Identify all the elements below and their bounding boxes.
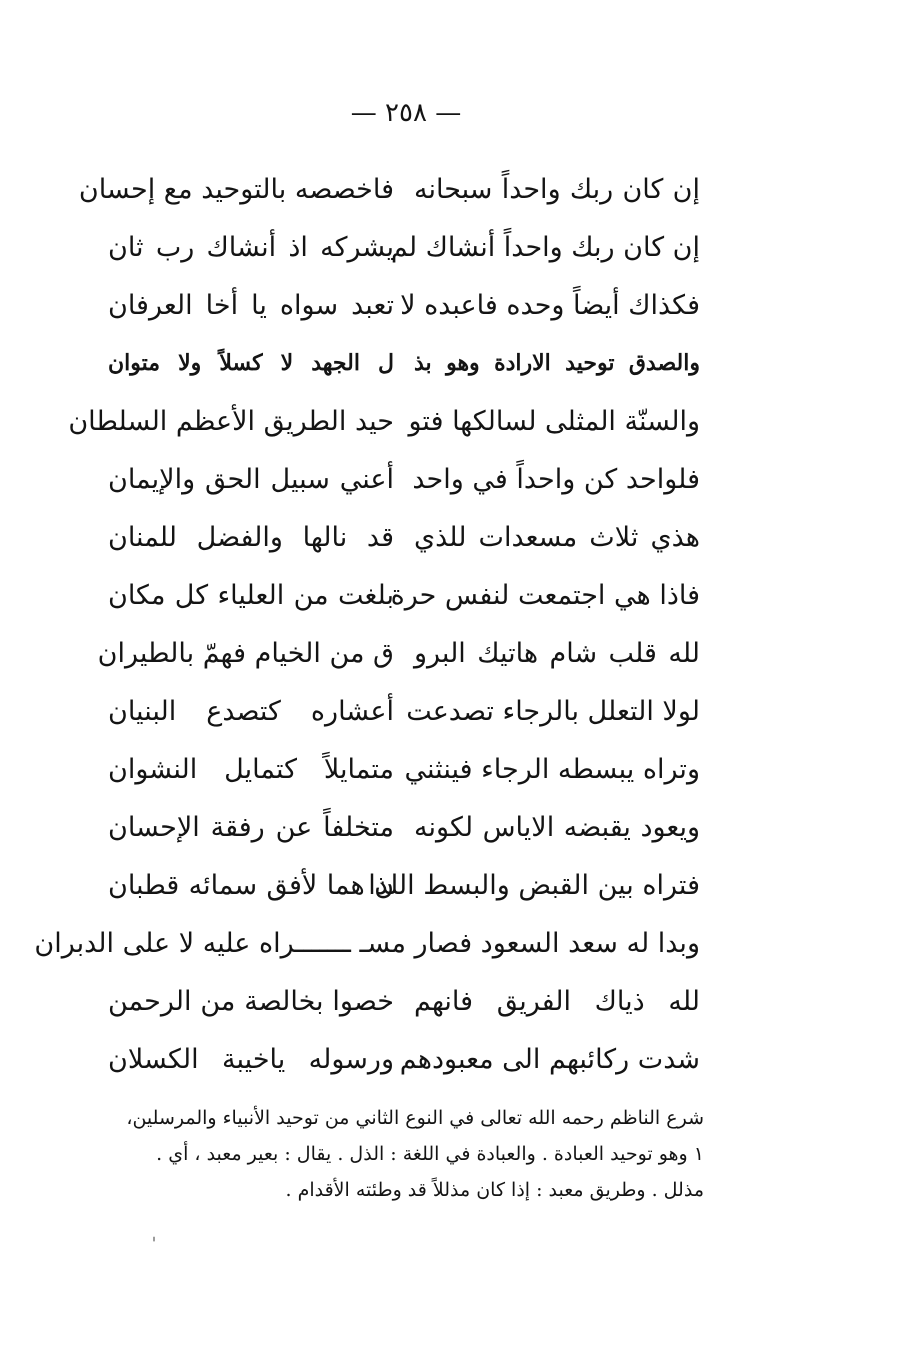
- verse-line: [68, 392, 700, 450]
- verse-second-hemistich: أعشاره كتصدع البنيان: [108, 695, 394, 727]
- verse-first-hemistich: لولا التعلل بالرجاء تصدعت: [406, 695, 700, 727]
- verse-first-hemistich: إن كان ربك واحداً أنشاك لم: [390, 231, 700, 263]
- verse-line: [108, 276, 700, 334]
- verse-line: [108, 508, 700, 566]
- footnote-line: مذلل . وطريق معبد : إذا كان مذللاً قد وطئته الأقدام .: [285, 1179, 704, 1201]
- verse-line: [108, 334, 700, 392]
- verse-first-hemistich: وتراه يبسطه الرجاء فينثني: [404, 753, 700, 785]
- poem-verses: [34, 160, 700, 1088]
- verse-first-hemistich: فلواحد كن واحداً في واحد: [412, 463, 700, 495]
- verse-line: [108, 798, 700, 856]
- verse-first-hemistich: فكذاك أيضاً وحده فاعبده لا: [400, 289, 700, 321]
- verse-second-hemistich: بلغت من العلياء كل مكان: [108, 579, 394, 611]
- verse-line: [97, 624, 700, 682]
- verse-second-hemistich: أعني سبيل الحق والإيمان: [108, 463, 394, 495]
- verse-first-hemistich: والسنّة المثلى لسالكها فتو: [408, 405, 700, 437]
- verse-first-hemistich: ويعود يقبضه الاياس لكونه: [414, 811, 700, 843]
- verse-second-hemistich: خصوا بخالصة من الرحمن: [108, 985, 394, 1017]
- verse-line: [108, 972, 700, 1030]
- footnotes: [104, 1100, 704, 1208]
- verse-first-hemistich: والصدق توحيد الارادة وهو بذ: [414, 350, 700, 376]
- verse-first-hemistich: شدت ركائبهم الى معبودهم: [399, 1043, 700, 1075]
- verse-first-hemistich: هذي ثلاث مسعدات للذي: [414, 521, 700, 553]
- verse-first-hemistich: إن كان ربك واحداً سبحانه: [414, 173, 700, 205]
- verse-line: [34, 914, 700, 972]
- verse-second-hemistich: حيد الطريق الأعظم السلطان: [68, 405, 394, 437]
- verse-line: [108, 218, 700, 276]
- verse-second-hemistich: تعبد سواه يا أخا العرفان: [108, 289, 394, 321]
- verse-line: [108, 566, 700, 624]
- verse-second-hemistich: ن هما لأفق سمائه قطبان: [108, 869, 394, 901]
- footnote-line: شرع الناظم رحمه الله تعالى في النوع الثاني من توحيد الأنبياء والمرسلين،: [126, 1107, 704, 1129]
- verse-line: [78, 160, 700, 218]
- verse-second-hemistich: فاخصصه بالتوحيد مع إحسان: [78, 173, 394, 205]
- verse-second-hemistich: قد نالها والفضل للمنان: [108, 521, 394, 553]
- verse-second-hemistich: يشركه اذ أنشاك رب ثان: [108, 231, 394, 263]
- verse-full-line: وبدا له سعد السعود فصار مسـ ـــــــراه عليه لا على الدبران: [34, 927, 700, 959]
- verse-first-hemistich: لله ذياك الفريق فانهم: [414, 985, 700, 1017]
- verse-second-hemistich: ق من الخيام فهمّ بالطيران: [97, 637, 394, 669]
- page-number: — ٢٥٨ —: [350, 98, 462, 128]
- verse-line: [108, 682, 700, 740]
- verse-line: [108, 740, 700, 798]
- verse-second-hemistich: ورسوله ياخيبة الكسلان: [108, 1043, 394, 1075]
- verse-line: [108, 856, 700, 914]
- verse-line: [108, 1030, 700, 1088]
- verse-second-hemistich: ل الجهد لا كسلاً ولا متوان: [108, 350, 394, 376]
- footnote-line: ١ وهو توحيد العبادة . والعبادة في اللغة : الذل . يقال : بعير معبد ، أي .: [156, 1143, 704, 1165]
- verse-second-hemistich: متخلفاً عن رفقة الإحسان: [108, 811, 394, 843]
- verse-line: [108, 450, 700, 508]
- verse-first-hemistich: فتراه بين القبض والبسط اللذا: [368, 869, 700, 901]
- verse-first-hemistich: لله قلب شام هاتيك البرو: [414, 637, 700, 669]
- verse-first-hemistich: فاذا هي اجتمعت لنفس حرة: [390, 579, 700, 611]
- verse-second-hemistich: متمايلاً كتمايل النشوان: [108, 753, 394, 785]
